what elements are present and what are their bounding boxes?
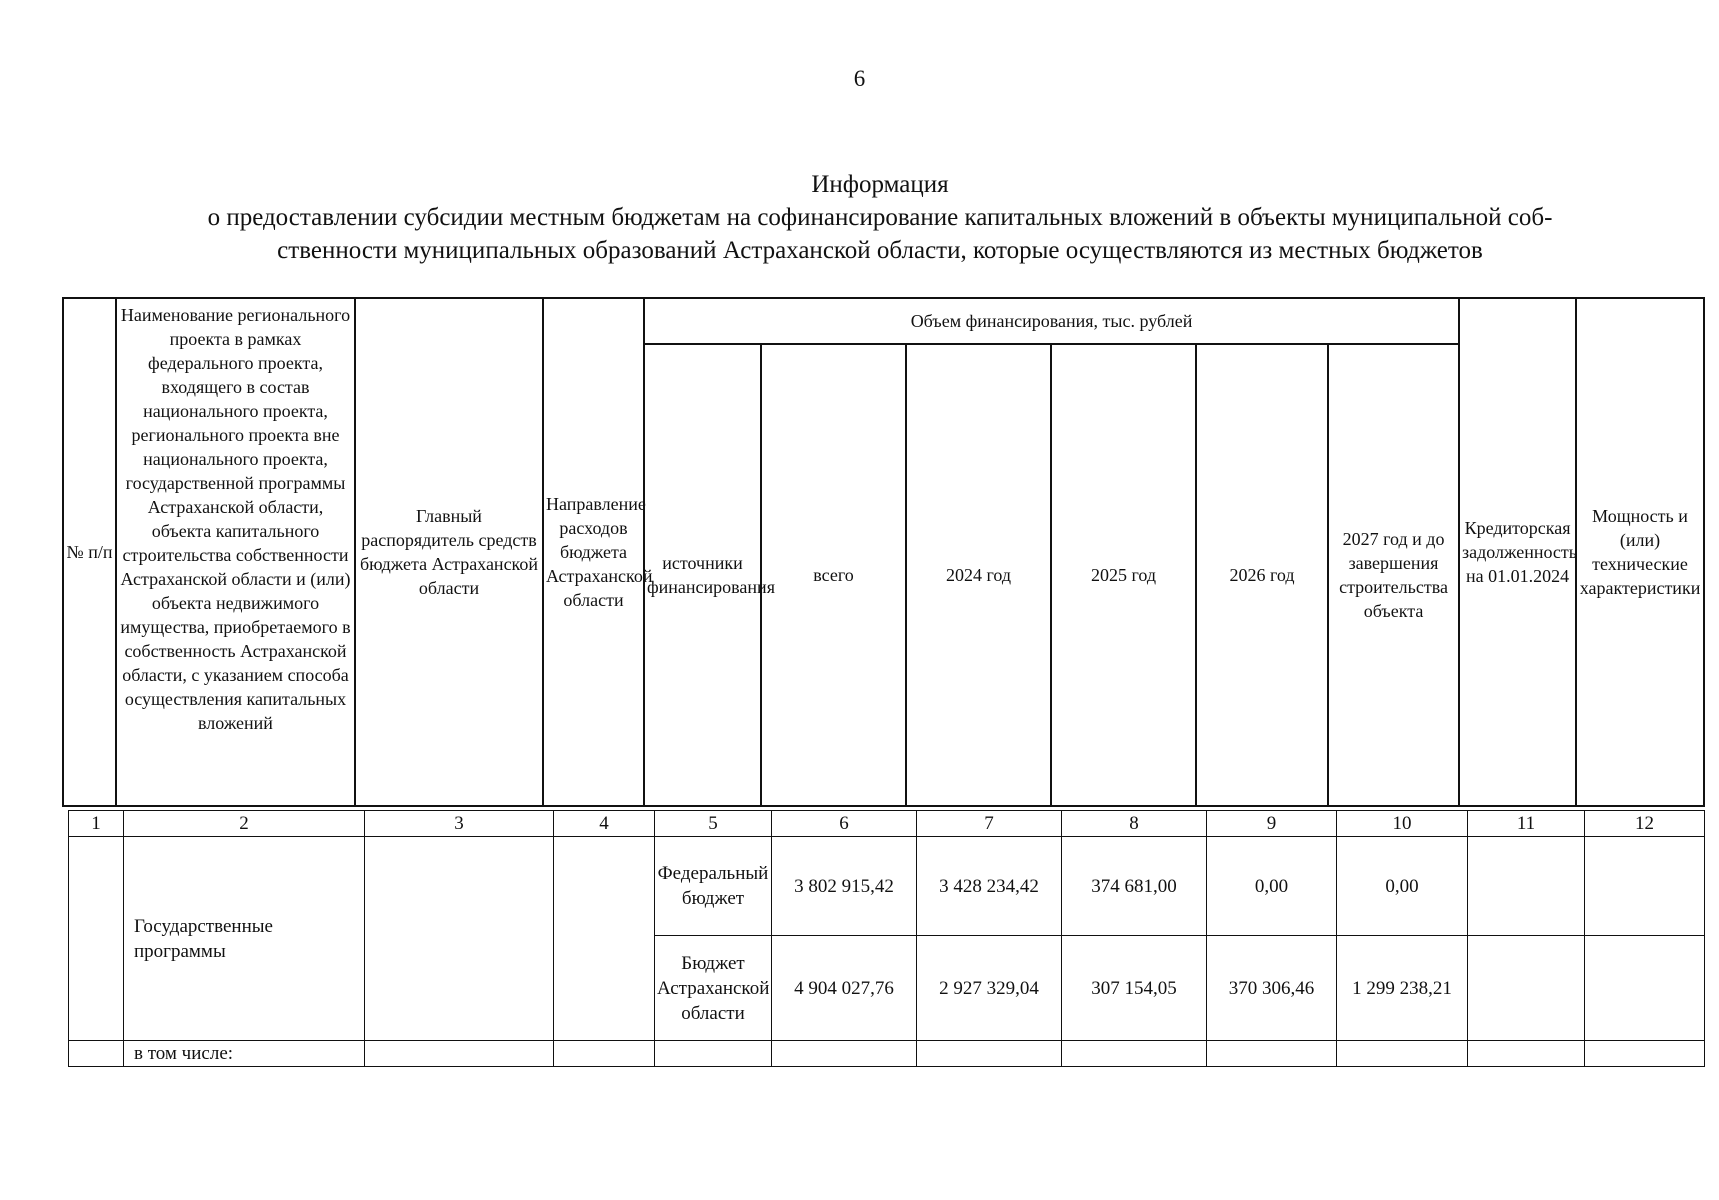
header-col-2027: 2027 год и до завершения строительства объекта bbox=[1328, 344, 1459, 806]
federal-source: Федеральный бюджет bbox=[655, 837, 772, 936]
table-body bbox=[68, 810, 1705, 1067]
header-col-accounts-payable: Кредиторская задолженность на 01.01.2024 bbox=[1459, 298, 1576, 806]
expense-direction-cell bbox=[554, 837, 655, 1041]
column-number-3: 3 bbox=[365, 811, 554, 837]
table-row bbox=[69, 1041, 1705, 1067]
regional-2027: 1 299 238,21 bbox=[1337, 936, 1468, 1041]
column-number-9: 9 bbox=[1207, 811, 1337, 837]
empty-cell bbox=[554, 1041, 655, 1067]
regional-source: Бюджет Астраханской области bbox=[655, 936, 772, 1041]
empty-cell bbox=[365, 1041, 554, 1067]
header-col-number: № п/п bbox=[63, 298, 116, 806]
table-row bbox=[69, 837, 1705, 936]
title-line-2: о предоставлении субсидии местным бюджетам на софинансирование капитальных вложений в объекты муниципальной соб- bbox=[207, 204, 1553, 231]
empty-cell bbox=[69, 1041, 124, 1067]
federal-total: 3 802 915,42 bbox=[772, 837, 917, 936]
empty-cell bbox=[1468, 1041, 1585, 1067]
federal-2027: 0,00 bbox=[1337, 837, 1468, 936]
column-number-5: 5 bbox=[655, 811, 772, 837]
table-header bbox=[62, 297, 1705, 807]
empty-cell bbox=[1207, 1041, 1337, 1067]
title-line-3: ственности муниципальных образований Астраханской области, которые осуществляются из местных бюджетов bbox=[277, 237, 1483, 264]
header-col-project-name: Наименование регионального проекта в рамках федерального проекта, входящего в состав национального проекта, регионального проекта вне национального проекта, государственной программы Астраханской области, объекта капитального строительства собственности Астраханской области и (или) объекта недвижимого имущества, приобретаемого в собственность Астраханской области, с указанием способа осуществления капитальных вложений bbox=[116, 298, 355, 806]
header-col-budget-manager: Главный распорядитель средств бюджета Астраханской области bbox=[355, 298, 543, 806]
header-col-2026: 2026 год bbox=[1196, 344, 1328, 806]
header-funding-group: Объем финансирования, тыс. рублей bbox=[644, 298, 1459, 344]
regional-2025: 307 154,05 bbox=[1062, 936, 1207, 1041]
column-number-10: 10 bbox=[1337, 811, 1468, 837]
empty-cell bbox=[655, 1041, 772, 1067]
document-title bbox=[90, 168, 1670, 267]
header-col-funding-sources: источники финансирования bbox=[644, 344, 761, 806]
header-col-total: всего bbox=[761, 344, 906, 806]
empty-cell bbox=[772, 1041, 917, 1067]
header-col-2025: 2025 год bbox=[1051, 344, 1196, 806]
column-number-4: 4 bbox=[554, 811, 655, 837]
regional-capacity bbox=[1585, 936, 1705, 1041]
federal-payable bbox=[1468, 837, 1585, 936]
federal-2025: 374 681,00 bbox=[1062, 837, 1207, 936]
header-col-expense-direction: Направление расходов бюджета Астраханской области bbox=[543, 298, 644, 806]
column-number-2: 2 bbox=[124, 811, 365, 837]
header-col-2024: 2024 год bbox=[906, 344, 1051, 806]
including-label: в том числе: bbox=[124, 1041, 365, 1067]
federal-capacity bbox=[1585, 837, 1705, 936]
federal-2024: 3 428 234,42 bbox=[917, 837, 1062, 936]
column-number-12: 12 bbox=[1585, 811, 1705, 837]
column-number-6: 6 bbox=[772, 811, 917, 837]
page-number: 6 bbox=[853, 66, 866, 91]
empty-cell bbox=[917, 1041, 1062, 1067]
title-line-1: Информация bbox=[811, 171, 949, 198]
row-number-cell bbox=[69, 837, 124, 1041]
column-number-7: 7 bbox=[917, 811, 1062, 837]
program-name: Государственные программы bbox=[124, 837, 365, 1041]
regional-total: 4 904 027,76 bbox=[772, 936, 917, 1041]
column-number-8: 8 bbox=[1062, 811, 1207, 837]
column-number-11: 11 bbox=[1468, 811, 1585, 837]
empty-cell bbox=[1337, 1041, 1468, 1067]
column-number-1: 1 bbox=[69, 811, 124, 837]
regional-2024: 2 927 329,04 bbox=[917, 936, 1062, 1041]
header-col-capacity: Мощность и (или) технические характеристики bbox=[1576, 298, 1704, 806]
budget-manager-cell bbox=[365, 837, 554, 1041]
regional-2026: 370 306,46 bbox=[1207, 936, 1337, 1041]
federal-2026: 0,00 bbox=[1207, 837, 1337, 936]
empty-cell bbox=[1062, 1041, 1207, 1067]
empty-cell bbox=[1585, 1041, 1705, 1067]
regional-payable bbox=[1468, 936, 1585, 1041]
